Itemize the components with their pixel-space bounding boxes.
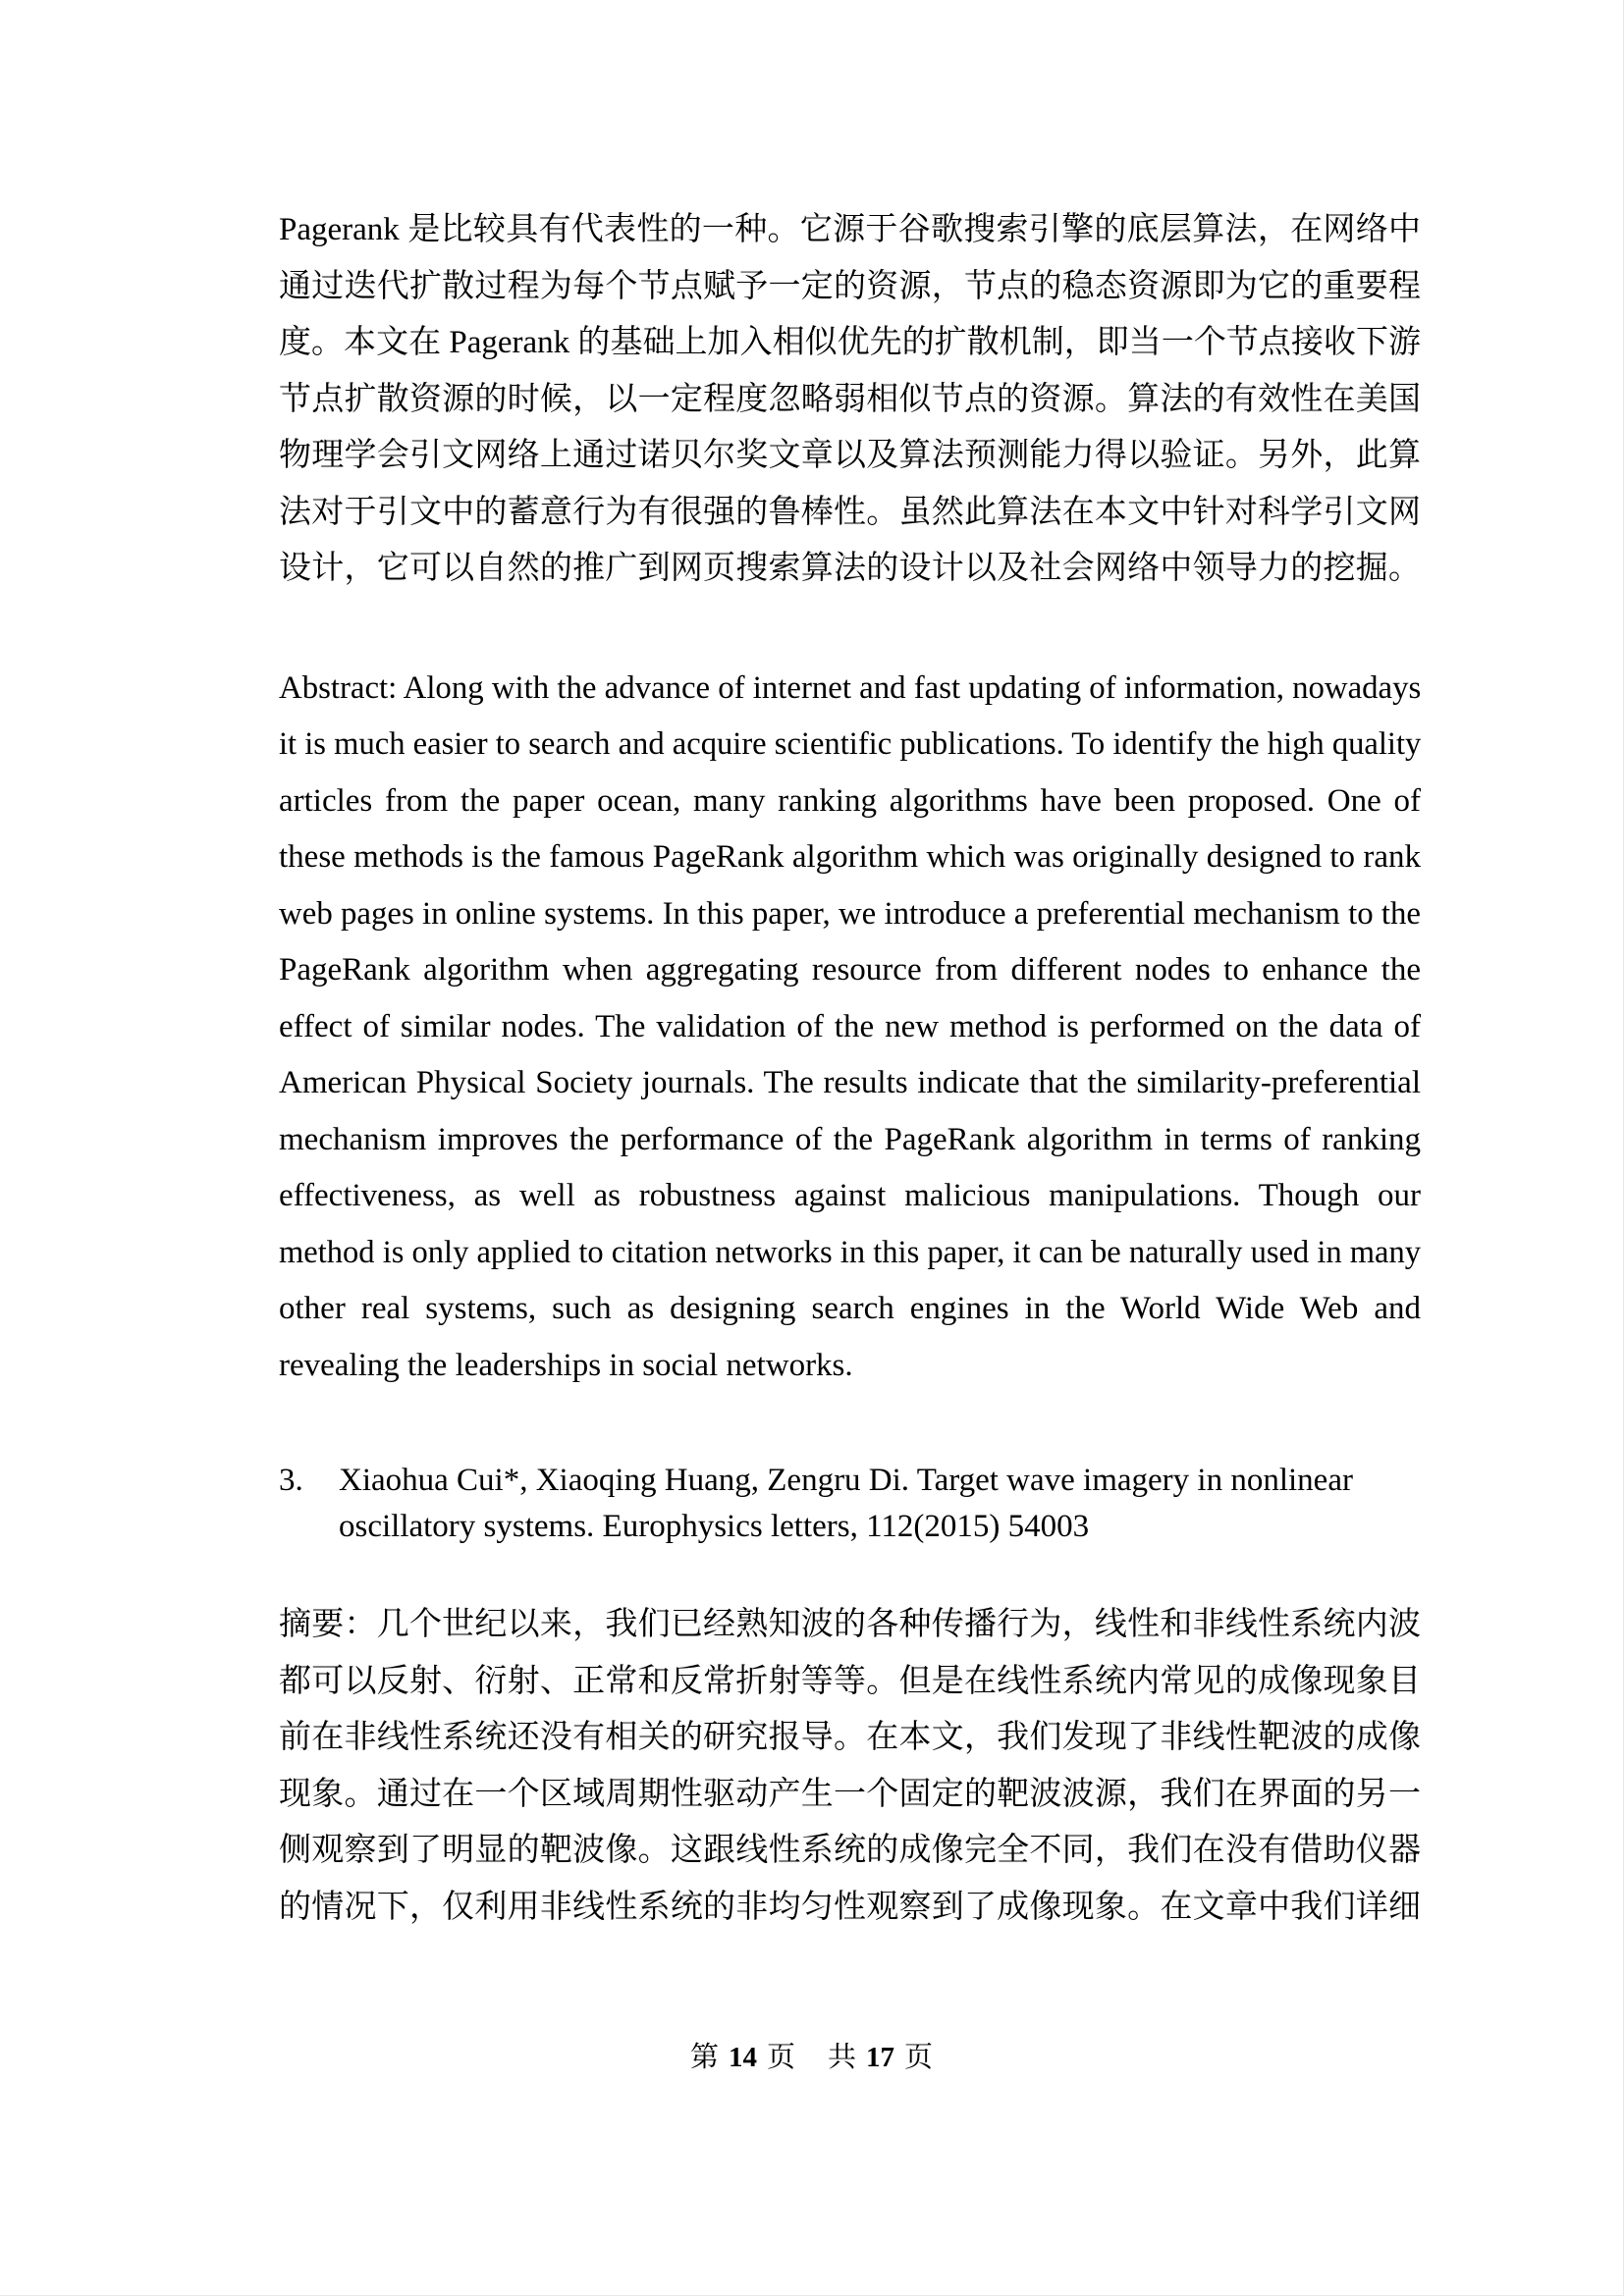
text-line: method is only applied to citation networks in this paper, it can be naturally used in many xyxy=(279,1234,1422,1270)
page-footer xyxy=(0,2038,1623,2077)
paragraph-abstract-chinese xyxy=(279,1597,1421,1936)
footer-text: 页 xyxy=(766,2042,795,2073)
footer-text: 共 xyxy=(828,2042,857,2073)
text-line: articles from the paper ocean, many ranking algorithms have been proposed. One of xyxy=(279,782,1421,819)
footer-text: 页 xyxy=(904,2042,934,2073)
text-line: 侧观察到了明显的靶波像。这跟线性系统的成像完全不同，我们在没有借助仪器 xyxy=(279,1833,1421,1868)
text-line: 前在非线性系统还没有相关的研究报导。在本文，我们发现了非线性靶波的成像 xyxy=(279,1720,1421,1755)
text-line: effectiveness, as well as robustness against malicious manipulations. Though our xyxy=(279,1178,1421,1213)
paragraph-pagerank-cn xyxy=(279,202,1421,598)
text-line: 节点扩散资源的时候，以一定程度忽略弱相似节点的资源。算法的有效性在美国 xyxy=(279,381,1421,417)
text-line: Pagerank 是比较具有代表性的一种。它源于谷歌搜索引擎的底层算法，在网络中 xyxy=(279,212,1421,247)
text-line: 度。本文在 Pagerank 的基础上加入相似优先的扩散机制，即当一个节点接收下游 xyxy=(279,325,1421,360)
text-line: it is much easier to search and acquire scientific publications. To identify the high quality xyxy=(279,726,1422,762)
footer-text: 第 xyxy=(689,2042,719,2073)
page-body xyxy=(279,202,1421,1936)
text-line: 物理学会引文网络上通过诺贝尔奖文章以及算法预测能力得以验证。另外，此算 xyxy=(279,438,1421,473)
text-line: Abstract: Along with the advance of internet and fast updating of information, nowadays xyxy=(279,669,1422,706)
text-line: 设计，它可以自然的推广到网页搜索算法的设计以及社会网络中领导力的挖掘。 xyxy=(279,551,1421,586)
text-line: Xiaohua Cui*, Xiaoqing Huang, Zengru Di. Target wave imagery in nonlinear xyxy=(339,1463,1353,1498)
text-line: American Physical Society journals. The results indicate that the similarity-preferential xyxy=(279,1065,1421,1100)
text-line: revealing the leaderships in social networks. xyxy=(279,1347,853,1383)
reference-item-3 xyxy=(279,1458,1421,1550)
reference-text xyxy=(339,1458,1421,1550)
text-line: 通过迭代扩散过程为每个节点赋予一定的资源，节点的稳态资源即为它的重要程 xyxy=(279,268,1421,304)
text-line: other real systems, such as designing search engines in the World Wide Web and xyxy=(279,1291,1421,1326)
text-line: PageRank algorithm when aggregating resource from different nodes to enhance the xyxy=(279,952,1421,988)
text-line: mechanism improves the performance of the PageRank algorithm in terms of ranking xyxy=(279,1121,1421,1157)
reference-number: 3. xyxy=(279,1463,303,1498)
page-number: 17 xyxy=(866,2042,895,2073)
text-line: web pages in online systems. In this paper, we introduce a preferential mechanism to the xyxy=(279,895,1421,932)
text-line: oscillatory systems. Europhysics letters, 112(2015) 54003 xyxy=(339,1509,1090,1544)
text-line: 的情况下，仅利用非线性系统的非均匀性观察到了成像现象。在文章中我们详细 xyxy=(279,1889,1421,1925)
text-line: effect of similar nodes. The validation of the new method is performed on the data of xyxy=(279,1008,1421,1044)
text-line: 现象。通过在一个区域周期性驱动产生一个固定的靶波波源，我们在界面的另一 xyxy=(279,1776,1421,1812)
text-line: 摘要：几个世纪以来，我们已经熟知波的各种传播行为，线性和非线性系统内波 xyxy=(279,1607,1421,1642)
text-line: these methods is the famous PageRank algorithm which was originally designed to rank xyxy=(279,839,1421,875)
paragraph-abstract-english xyxy=(279,661,1421,1395)
text-line: 都可以反射、衍射、正常和反常折射等等。但是在线性系统内常见的成像现象目 xyxy=(279,1663,1421,1699)
page-number: 14 xyxy=(728,2042,757,2073)
text-line: 法对于引文中的蓄意行为有很强的鲁棒性。虽然此算法在本文中针对科学引文网 xyxy=(279,494,1421,530)
